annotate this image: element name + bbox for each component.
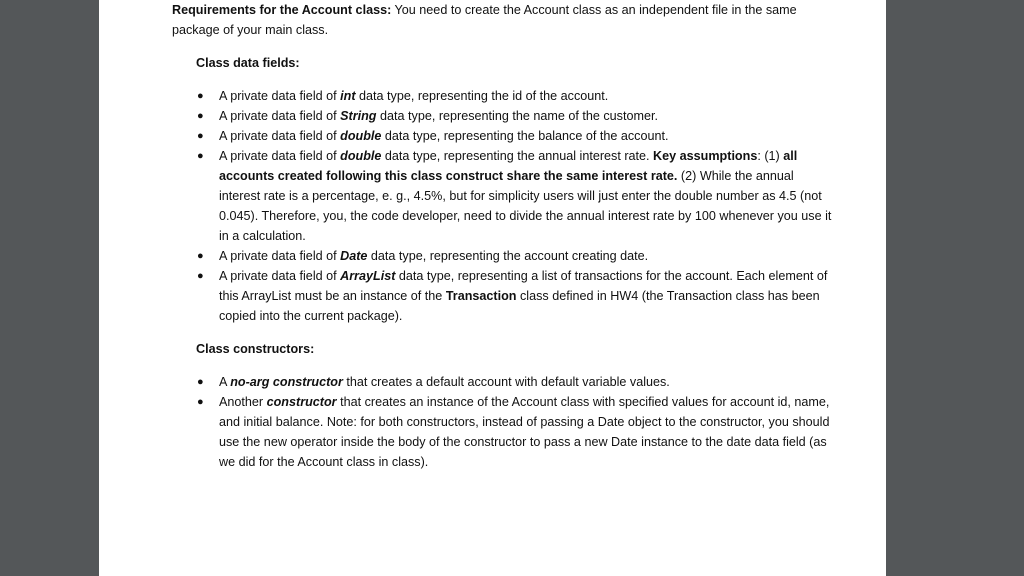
item-text: that creates a default account with default variable values. <box>342 375 670 389</box>
bold-note: all accounts created following this class construct share the same interest rate. <box>219 149 798 183</box>
item-text: A private data field of <box>219 249 341 263</box>
list-item <box>172 372 832 392</box>
item-text: class defined in HW4 (the Transaction class has been copied into the current package). <box>219 289 820 323</box>
fields-heading: Class data fields: <box>196 56 300 70</box>
item-text: A <box>219 375 231 389</box>
intro-text: You need to create the Account class as an independent file in the same package of your main class. <box>172 3 797 37</box>
constructors-list <box>172 372 832 472</box>
bullet-icon: ● <box>197 376 204 388</box>
item-text: data type, representing the id of the account. <box>355 89 609 103</box>
type-name: double <box>340 149 382 163</box>
type-name: double <box>340 129 382 143</box>
item-text: : (1) <box>757 149 784 163</box>
item-text: data type, representing the name of the customer. <box>376 109 658 123</box>
bullet-icon: ● <box>197 110 204 122</box>
intro-label: Requirements for the Account class: <box>172 3 392 17</box>
type-name: String <box>340 109 377 123</box>
list-item <box>172 392 832 472</box>
item-text: data type, representing the annual interest rate. <box>381 149 654 163</box>
intro-paragraph <box>172 0 832 40</box>
item-text: data type, representing a list of transactions for the account. Each element of this ArrayList must be an instance of the <box>219 269 828 303</box>
list-item <box>172 266 832 326</box>
bullet-icon: ● <box>197 130 204 142</box>
bullet-icon: ● <box>197 396 204 408</box>
type-name: ArrayList <box>340 269 396 283</box>
item-text: data type, representing the balance of the account. <box>381 129 669 143</box>
key-assumptions-label: Key assumptions <box>653 149 758 163</box>
item-text: (2) While the annual interest rate is a percentage, e. g., 4.5%, but for simplicity users will just enter the double number as 4.5 (not 0.045). Therefore, you, the code developer, need to divide the annual interest rate by 100 whenever you use it in a calculation. <box>219 169 832 243</box>
document-content <box>172 0 832 472</box>
list-item <box>172 126 832 146</box>
item-text: A private data field of <box>219 129 341 143</box>
item-text: A private data field of <box>219 269 341 283</box>
list-item <box>172 146 832 246</box>
item-text: A private data field of <box>219 109 341 123</box>
bullet-icon: ● <box>197 250 204 262</box>
bullet-icon: ● <box>197 90 204 102</box>
document-page <box>99 0 886 576</box>
fields-list <box>172 86 832 326</box>
item-text: A private data field of <box>219 149 341 163</box>
transaction-word: Transaction <box>445 289 517 303</box>
item-text: Another <box>219 395 267 409</box>
type-name: int <box>340 89 356 103</box>
item-text: data type, representing the account creating date. <box>367 249 649 263</box>
bullet-icon: ● <box>197 270 204 282</box>
list-item <box>172 106 832 126</box>
constructor-term: constructor <box>266 395 337 409</box>
bullet-icon: ● <box>197 150 204 162</box>
item-text: that creates an instance of the Account class with specified values for account id, name, and initial balance. Note: for both constructors, instead of passing a Date object to the constructor, you should use the new operator inside the body of the constructor to pass a new Date instance to the date data field (as we did for the Account class in class). <box>219 395 830 469</box>
item-text: A private data field of <box>219 89 341 103</box>
constructor-term: no-arg constructor <box>230 375 343 389</box>
list-item <box>172 246 832 266</box>
constructors-heading: Class constructors: <box>196 342 315 356</box>
type-name: Date <box>340 249 368 263</box>
list-item <box>172 86 832 106</box>
